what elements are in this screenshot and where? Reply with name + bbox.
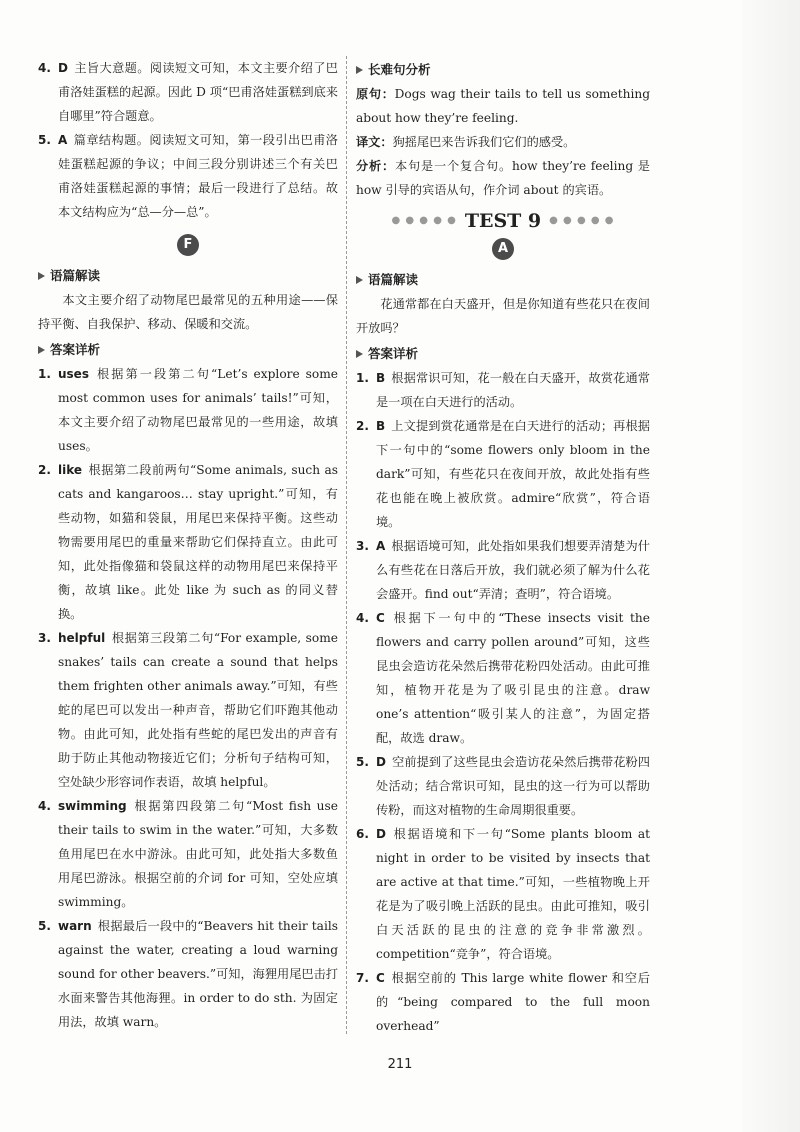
item-explanation: 根据最后一段中的“Beavers hit their tails against the water, creating a loud warning sound for other beavers.”可知，海狸用尾巴击打水面来警告其他海狸。in order to do sth. 为固定用法，故填 warn。 bbox=[58, 919, 338, 1029]
answer-item bbox=[356, 606, 650, 750]
item-answer: A bbox=[376, 539, 386, 553]
column-divider bbox=[346, 56, 347, 1034]
item-explanation: 主旨大意题。阅读短文可知，本文主要介绍了巴甫洛娃蛋糕的起源。因此 D 项“巴甫洛娃蛋糕到底来自哪里”符合题意。 bbox=[58, 61, 338, 123]
triangle-bullet-icon bbox=[38, 272, 45, 280]
test-title: TEST 9 bbox=[464, 210, 542, 232]
analysis: 分析：本句是一个复合句。how they’re feeling 是 how 引导的宾语从句，作介词 about 的宾语。 bbox=[356, 159, 650, 197]
triangle-bullet-icon bbox=[38, 346, 45, 354]
answer-item bbox=[38, 794, 338, 914]
item-number: 3. bbox=[38, 631, 51, 645]
section-badge: F bbox=[177, 234, 199, 256]
answer-item bbox=[38, 914, 338, 1034]
section-badge: A bbox=[492, 238, 514, 260]
right-column bbox=[356, 56, 650, 1038]
answer-item bbox=[38, 458, 338, 626]
item-answer: D bbox=[376, 755, 386, 769]
section-heading: 答案详析 bbox=[356, 342, 650, 366]
item-number: 1. bbox=[38, 367, 51, 381]
item-explanation: 根据空前的 This large white flower 和空后的“being compared to the full moon overhead” bbox=[376, 971, 650, 1033]
answer-item bbox=[38, 362, 338, 458]
triangle-bullet-icon bbox=[356, 350, 363, 358]
item-answer: B bbox=[376, 419, 386, 433]
item-explanation: 根据第四段第二句“Most fish use their tails to swim in the water.”可知，大多数鱼用尾巴在水中游泳。由此可知，此处指大多数鱼用尾巴游泳。根据空前的介词 for 可知，空处应填 swimming。 bbox=[58, 799, 338, 909]
section-heading: 语篇解读 bbox=[38, 264, 338, 288]
left-column bbox=[38, 56, 338, 1034]
section-heading: 长难句分析 bbox=[356, 58, 650, 82]
triangle-bullet-icon bbox=[356, 276, 363, 284]
item-answer: swimming bbox=[58, 799, 127, 813]
answer-item bbox=[38, 56, 338, 128]
translation: 译文：狗摇尾巴来告诉我们它们的感受。 bbox=[356, 135, 576, 149]
item-answer: uses bbox=[58, 367, 89, 381]
item-explanation: 上文提到赏花通常是在白天进行的活动；再根据下一句中的“some flowers only bloom in the dark”可知，有些花只在夜间开放，故此处指有些花也能在晚上被欣赏。admire“欣赏”，符合语境。 bbox=[376, 419, 650, 529]
item-explanation: 根据语境可知，此处指如果我们想要弄清楚为什么有些花在日落后开放，我们就必须了解为什么花会盛开。find out“弄清；查明”，符合语境。 bbox=[376, 539, 650, 601]
item-explanation: 根据语境和下一句“Some plants bloom at night in order to be visited by insects that are active at that time.”可知，一些植物晚上开花是为了吸引晚上活跃的昆虫。由此可推知，吸引白天活跃的昆虫的注意的竞争非常激烈。competition“竞争”，符合语境。 bbox=[376, 827, 650, 961]
item-explanation: 根据下一句中的“These insects visit the flowers and carry pollen around”可知，这些昆虫会造访花朵然后携带花粉四处活动。由此可推知，植物开花是为了吸引昆虫的注意。draw one’s attention“吸引某人的注意”，为固定搭配，故选 draw。 bbox=[376, 611, 650, 745]
item-answer: D bbox=[58, 61, 68, 75]
item-answer: D bbox=[376, 827, 386, 841]
item-number: 2. bbox=[38, 463, 51, 477]
item-answer: warn bbox=[58, 919, 92, 933]
item-answer: like bbox=[58, 463, 83, 477]
answer-item bbox=[356, 750, 650, 822]
item-number: 2. bbox=[356, 419, 369, 433]
item-number: 4. bbox=[38, 799, 51, 813]
item-answer: helpful bbox=[58, 631, 106, 645]
item-answer: C bbox=[376, 611, 385, 625]
item-explanation: 空前提到了这些昆虫会造访花朵然后携带花粉四处活动；结合常识可知，昆虫的这一行为可以帮助传粉，而这对植物的生命周期很重要。 bbox=[376, 755, 650, 817]
answer-item bbox=[356, 414, 650, 534]
reading-summary: 本文主要介绍了动物尾巴最常见的五种用途——保持平衡、自我保护、移动、保暖和交流。 bbox=[38, 293, 338, 331]
item-number: 6. bbox=[356, 827, 369, 841]
item-answer: A bbox=[58, 133, 68, 147]
item-explanation: 篇章结构题。阅读短文可知，第一段引出巴甫洛娃蛋糕起源的争议；中间三段分别讲述三个有关巴甫洛娃蛋糕起源的事情；最后一段进行了总结。故本文结构应为“总—分—总”。 bbox=[58, 133, 338, 219]
answer-item bbox=[38, 128, 338, 224]
answer-item bbox=[38, 626, 338, 794]
original-sentence: 原句：Dogs wag their tails to tell us something about how they’re feeling. bbox=[356, 87, 650, 125]
section-heading: 答案详析 bbox=[38, 338, 338, 362]
item-answer: B bbox=[376, 371, 386, 385]
section-heading: 语篇解读 bbox=[356, 268, 650, 292]
item-number: 3. bbox=[356, 539, 369, 553]
page-number: 211 bbox=[387, 1057, 413, 1072]
item-explanation: 根据第一段第二句“Let’s explore some most common uses for animals’ tails!”可知，本文主要介绍了动物尾巴最常见的一些用途，故填 uses。 bbox=[58, 367, 338, 453]
item-answer: C bbox=[376, 971, 385, 985]
item-explanation: 根据第三段第二句“For example, some snakes’ tails can create a sound that helps them frighten other animals away.”可知，有些蛇的尾巴可以发出一种声音，帮助它们吓跑其他动物。由此可知，此处指有些蛇的尾巴发出的声音有助于防止其他动物接近它们；分析句子结构可知，空处缺少形容词作表语，故填 helpful。 bbox=[58, 631, 338, 789]
answer-item bbox=[356, 534, 650, 606]
item-number: 4. bbox=[356, 611, 369, 625]
item-number: 7. bbox=[356, 971, 369, 985]
item-number: 4. bbox=[38, 61, 51, 75]
triangle-bullet-icon bbox=[356, 66, 363, 74]
item-number: 5. bbox=[38, 919, 51, 933]
decorative-dots: ● ● ● ● ● bbox=[549, 215, 615, 226]
item-explanation: 根据第二段前两句“Some animals, such as cats and kangaroos… stay upright.”可知，有些动物，如猫和袋鼠，用尾巴来保持平衡。这些动物需要用尾巴的重量来帮助它们保持直立。由此可知，此处指像猫和袋鼠这样的动物用尾巴来保持平衡，故填 like。此处 like 为 such as 的同义替换。 bbox=[58, 463, 338, 621]
item-number: 1. bbox=[356, 371, 369, 385]
answer-item bbox=[356, 822, 650, 966]
answer-item bbox=[356, 966, 650, 1038]
answer-item bbox=[356, 366, 650, 414]
reading-summary: 花通常都在白天盛开，但是你知道有些花只在夜间开放吗？ bbox=[356, 297, 650, 335]
item-number: 5. bbox=[356, 755, 369, 769]
test-header bbox=[356, 208, 650, 234]
item-explanation: 根据常识可知，花一般在白天盛开，故赏花通常是一项在白天进行的活动。 bbox=[376, 371, 650, 409]
item-number: 5. bbox=[38, 133, 51, 147]
decorative-dots: ● ● ● ● ● bbox=[391, 215, 457, 226]
